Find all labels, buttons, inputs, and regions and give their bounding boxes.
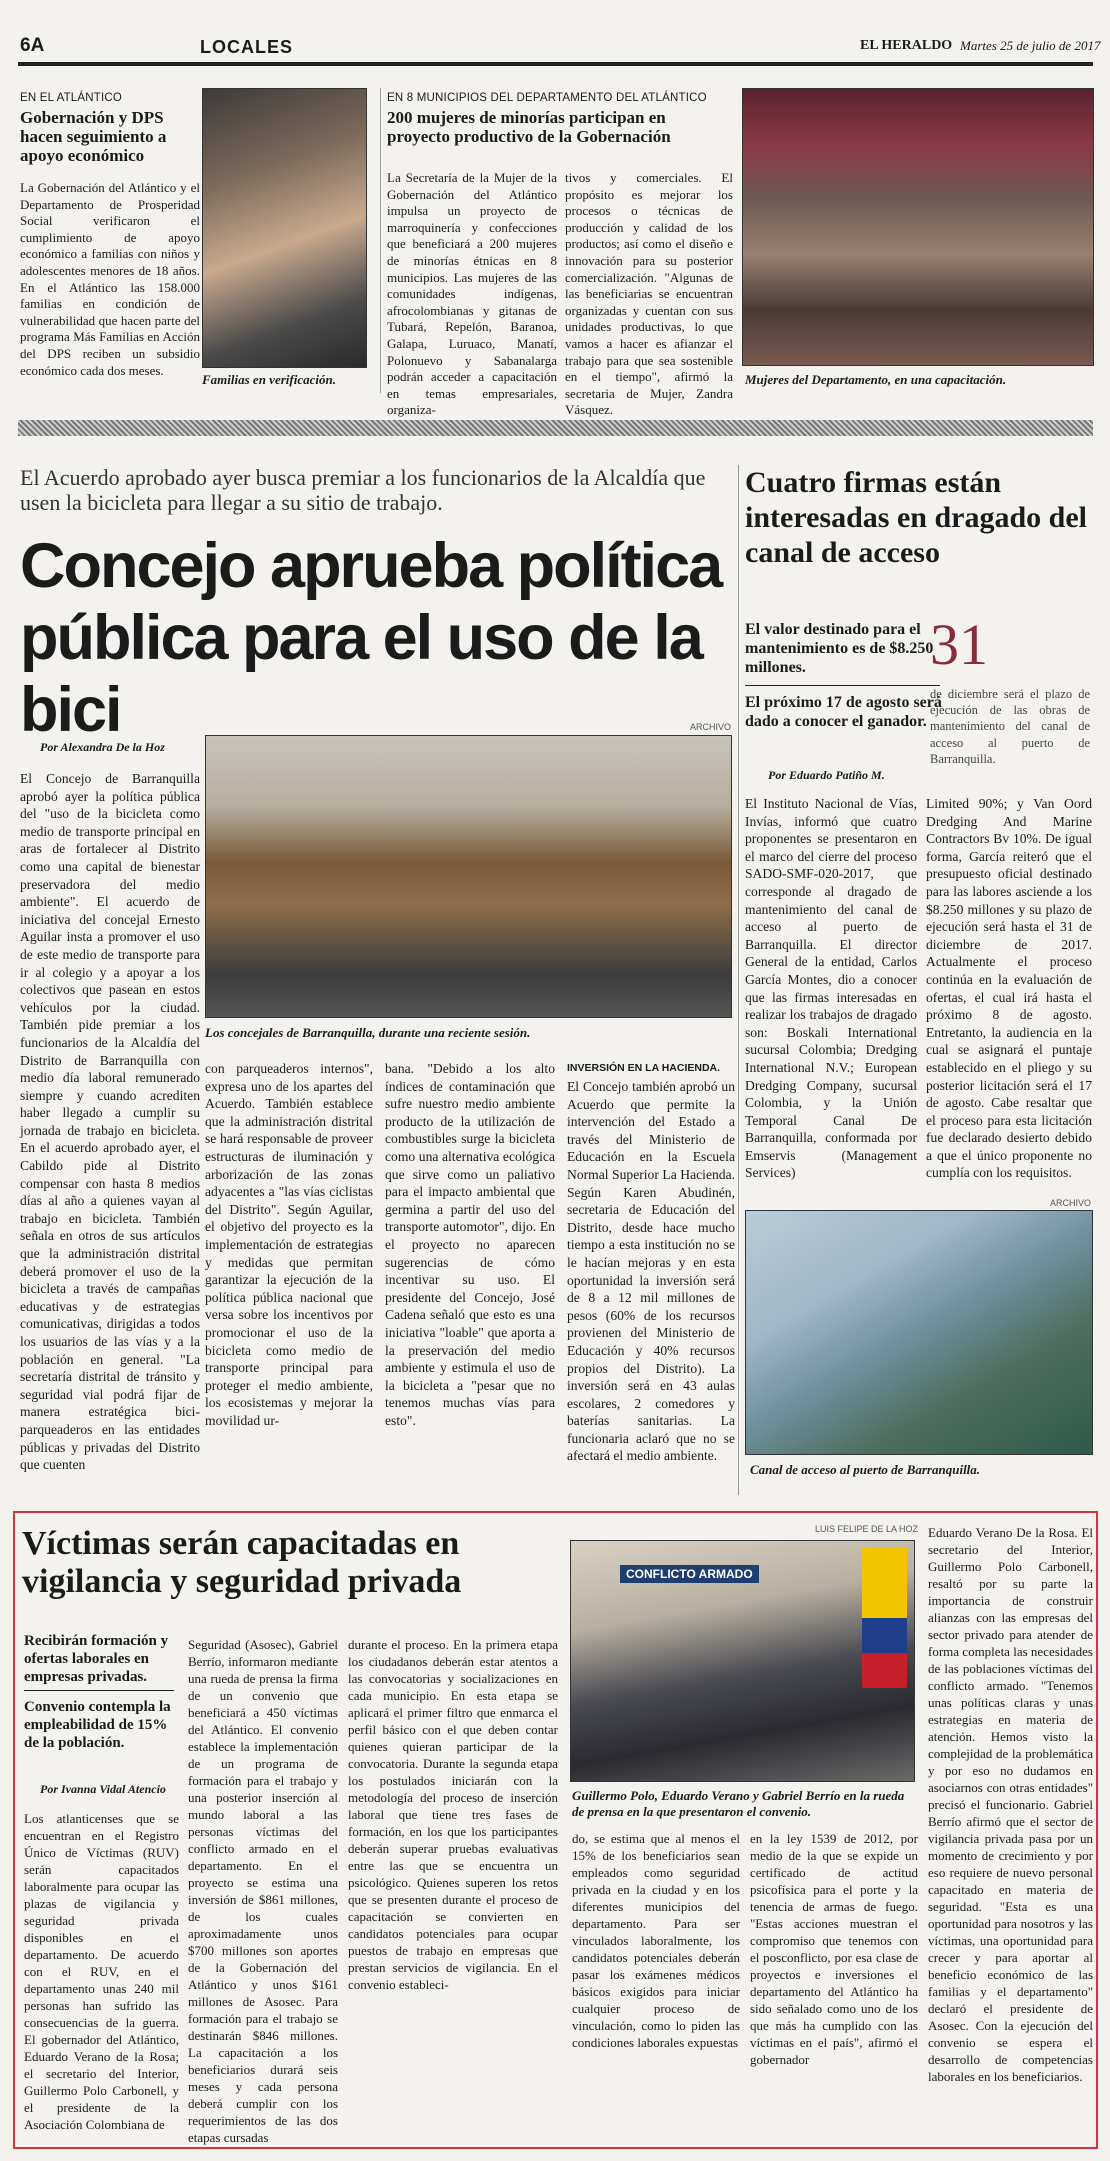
bottom-deck-2: Convenio contempla la empleabilidad de 15% de la población. <box>24 1699 171 1751</box>
brief-middle-photo <box>742 88 1094 366</box>
brief-middle-col2: tivos y comerciales. El propósito es mejorar los procesos o técnicas de producción y calidad de los productos; así como el diseño e innovación para su posterior comercialización. "Algunas de las beneficiarias se encuentran organizadas y cuentan con sus unidades productivas, lo que vamos a hacer es afianzar el trabajo para que sea sostenible en el tiempo", afirmó la secretaria de Mujer, Zandra Vásquez. <box>565 170 733 418</box>
brief-divider-1 <box>380 88 381 393</box>
main-photo-credit: ARCHIVO <box>690 722 732 732</box>
main-photo <box>205 735 732 1018</box>
side-photo <box>745 1210 1093 1455</box>
main-col4-subhead: INVERSIÓN EN LA HACIENDA. <box>567 1062 721 1074</box>
brief-middle-caption: Mujeres del Departamento, en una capacitación. <box>745 372 1007 387</box>
page-date: Martes 25 de julio de 2017 <box>960 38 1101 53</box>
page-number: 6A <box>20 35 45 56</box>
main-deck: El Acuerdo aprobado ayer busca premiar a los funcionarios de la Alcaldía que usen la bicicleta para llegar a su sitio de trabajo. <box>20 465 706 515</box>
section-label: LOCALES <box>200 37 294 57</box>
main-caption: Los concejales de Barranquilla, durante una reciente sesión. <box>205 1025 531 1040</box>
side-col2: Limited 90%; y Van Oord Dredging And Marine Contractors Bv 10%. De igual forma, García reiteró que el presupuesto oficial destinado para las labores asciende a los $8.250 millones y su plazo de ejecución será hasta el 31 de diciembre de 2017. Actualmente el proceso continúa en la evaluación de ofertas, el cual irá hasta el próximo 8 de agosto. Entretanto, la audiencia en la cual se asignará el puntaje establecido en el pliego y su posterior licitación será el 17 de agosto. Cabe resaltar que el proceso para esta licitación fue declarado desierto debido a que el único proponente no cumplía con los requisitos. <box>926 796 1092 1181</box>
colombia-flag <box>862 1548 907 1688</box>
side-byline: Por Eduardo Patiño M. <box>768 768 885 782</box>
brief-middle-headline: 200 mujeres de minorías participan en proyecto productivo de la Gobernación <box>387 108 671 146</box>
side-col1: El Instituto Nacional de Vías, Invías, informó que cuatro proponentes se presentaron en el marco del cierre del proceso SADO-SMF-020-2017, que corresponde al dragado de mantenimiento del canal de acceso al puerto de Barranquilla. El director General de la entidad, Carlos García Montes, dio a conocer que las firmas interesadas en realizar los trabajos de dragado son: Boskali International sucursal Colombia; Dredging International N.V.; European Dredging Company, sucursal Colombia, y la Unión Temporal Canal De Barranquilla, conformada por Emservis (Management Services) <box>745 796 917 1181</box>
side-deck-rule <box>745 685 940 686</box>
main-byline: Por Alexandra De la Hoz <box>40 740 165 754</box>
main-col4: El Concejo también aprobó un Acuerdo que permite la intervención del Estado a través del Ministerio de Educación en la Escuela Normal Superior La Hacienda. Según Karen Abudinén, secretaria de Educación del Distrito, desde hace mucho tiempo a esta institución no se le hacían mejoras y en esta oportunidad la inversión será de 8 a 12 mil millones de pesos (60% de los recursos provienen del Ministerio de Educación y 40% recursos propios del Distrito). La inversión será en 43 aulas escolares, 2 comedores y baterías sanitarias. La funcionaria aclaró que no se afectará el medio ambiente. <box>567 1079 735 1464</box>
bottom-photo-credit: LUIS FELIPE DE LA HOZ <box>815 1524 919 1534</box>
side-photo-credit: ARCHIVO <box>1050 1198 1092 1208</box>
brief-left-caption: Familias en verificación. <box>202 372 336 387</box>
bottom-col4: do, se estima que al menos el 15% de los beneficiarios sean empleados como seguridad privada en la ciudad y en los diferentes municipios del departamento. Para ser vinculados laboralmente, los candidatos potenciales deberán pasar los exámenes médicos básicos exigidos para iniciar cualquier proceso de vinculación, como lo piden las condiciones laborales expuestas <box>572 1831 740 2050</box>
brief-left-headline: Gobernación y DPS hacen seguimiento a apoyo económico <box>20 108 167 165</box>
main-col3: bana. "Debido a los alto índices de contaminación que sufre nuestro medio ambiente producto de la utilización de combustibles surge la bicicleta como una alternativa ecológica que sirve como un paliativo para el impacto ambiental que germina a partir del uso del transporte automotor", dijo. En el proyecto no aparecen sugerencias de cómo incentivar su uso. El presidente del Concejo, José Cadena señaló que esto es una iniciativa "loable" que aporta a la preservación del medio ambiente y estimula el uso de la bicicleta a "pesar que no tenemos muchas vías para esto". <box>385 1061 555 1428</box>
column-divider <box>738 465 739 1495</box>
bottom-headline: Víctimas serán capacitadas en vigilancia y seguridad privada <box>22 1525 462 1600</box>
paper-name: EL HERALDO <box>860 38 953 53</box>
masthead-rule <box>18 62 1093 66</box>
brief-left-photo <box>202 88 367 368</box>
main-headline: Concejo aprueba política pública para el uso de la bici <box>20 531 722 745</box>
bottom-col6: Eduardo Verano De la Rosa. El secretario del Interior, Guillermo Polo Carbonell, resaltó por su parte la importancia de construir alianzas con las empresas del sector privado para atender de forma completa las necesidades de las poblaciones víctimas del conflicto armado. "Tenemos unas políticas claras y unas estrategias en materia de atención. Hemos visto la complejidad de la problemática y por eso no dudamos en asociarnos con otras entidades" precisó el funcionario. Gabriel Berrío afirmó que el sector de vigilancia privada pasa por un momento de crecimiento y por eso requiere de nuevo personal capacitado en materia de seguridad. "Esta es una oportunidad para nosotros y las víctimas, una oportunidad para crecer y para aportar al beneficio económico de las familias y el departamento" declaró el presidente de Asosec. Con la ejecución del convenio se espera el desarrollo de competencias laborales en los beneficiarios. <box>928 1525 1093 2084</box>
side-headline: Cuatro firmas están interesadas en dragado del canal de acceso <box>745 466 1087 569</box>
side-big-number-text: de diciembre será el plazo de ejecución de las obras de mantenimiento del canal de acceso al puerto de Barranquilla. <box>930 687 1090 766</box>
brief-left-body: La Gobernación del Atlántico y el Departamento de Prosperidad Social verificaron el cumplimiento de apoyo económico a familias con niños y adolescentes menores de 18 años. En el Atlántico las 158.000 familias en condición de vulnerabilidad que hacen parte del programa Más Familias en Acción del DPS reciben un subsidio económico cada dos meses. <box>20 180 200 378</box>
main-col1: El Concejo de Barranquilla aprobó ayer la política pública del "uso de la bicicleta como medio de transporte principal en aras de fortalecer al Distrito como una capital de bienestar preservadora del medio ambiente". El acuerdo de iniciativa del concejal Ernesto Aguilar insta a promover el uso de este medio de transporte para ir al colegio y a apoyar a los colectivos que pasean en estos vehículos por la ciudad. También pide premiar a los funcionarios de la Alcaldía del Distrito de Barranquilla con medio día laboral remunerado siempre y cuando acrediten haber llegado a cumplir su jornada de trabajo en bicicleta. En el acuerdo aprobado ayer, el Cabildo pide al Distrito compensar con hasta 8 medios días al año a quienes vayan al trabajo en bicicleta. También señala en otros de sus artículos que la administración distrital deberá promover el uso de la bicicleta a través de campañas educativas y de estrategias comunicativas, dirigidas a todos los usuarios de las vías y a la población en general. "La secretaría distrital de tránsito y seguridad vial podrá fijar de manera estratégica bici-parqueaderos en las entidades públicas y privadas del Distrito que cuenten <box>20 771 200 1473</box>
bottom-byline: Por Ivanna Vidal Atencio <box>40 1782 166 1796</box>
bottom-deck-rule <box>24 1690 174 1691</box>
section-divider-band <box>18 420 1093 436</box>
bottom-photo-banner: CONFLICTO ARMADO <box>620 1565 759 1583</box>
bottom-deck-1: Recibirán formación y ofertas laborales en empresas privadas. <box>24 1633 169 1685</box>
brief-left-kicker: EN EL ATLÁNTICO <box>20 92 123 104</box>
side-caption: Canal de acceso al puerto de Barranquilla. <box>750 1462 981 1477</box>
side-deck-2: El próximo 17 de agosto será dado a conocer el ganador. <box>745 694 942 730</box>
brief-middle-col1: La Secretaría de la Mujer de la Gobernación del Atlántico impulsa un proyecto de marroquinería y confecciones que beneficiará a 200 mujeres de minorías étnicas en 8 municipios. Las mujeres de las comunidades indígenas, afrocolombianas y gitanas de Tubará, Repelón, Baranoa, Galapa, Luruaco, Manatí, Polonuevo y Sabanalarga podrán acceder a capacitación en temas empresariales, organiza- <box>387 170 557 418</box>
bottom-col3: durante el proceso. En la primera etapa los ciudadanos deberán estar atentos a las convocatorias y socializaciones en cada municipio. En esta etapa se aplicará el primer filtro que enmarca el perfil básico con el que deben contar quienes quieran participar de la convocatoria. Durante la segunda etapa los postulados iniciarán con la metodología del proceso de inserción laboral que tiene tres fases de formación, en los que los participantes deberán superar pruebas evaluativas entre las que se encuentra un psicológico. Quienes superen los retos que se presenten durante el proceso de capacitación se convierten en candidatos potenciales para ocupar puestos de trabajo en empresas que prestan servicios de vigilancia. En el convenio estableci- <box>348 1637 558 1992</box>
main-col2: con parqueaderos internos", expresa uno de los apartes del Acuerdo. También establece que la administración distrital se hará responsable de proveer estructuras de iluminación y arborización de las zonas adyacentes a "las vías ciclistas del Distrito". Según Aguilar, el objetivo del proyecto es la implementación de estrategias y medidas que permitan garantizar la ejecución de la política pública nacional que versa sobre los incentivos por promocionar el uso de la bicicleta como medio de transporte principal para proteger el medio ambiente, los ecosistemas y mejorar la movilidad ur- <box>205 1061 373 1428</box>
side-deck-1: El valor destinado para el mantenimiento es de $8.250 millones. <box>745 621 934 676</box>
brief-middle-kicker: EN 8 MUNICIPIOS DEL DEPARTAMENTO DEL ATLÁNTICO <box>387 92 707 104</box>
side-big-number: 31 <box>930 612 988 677</box>
bottom-col5: en la ley 1539 de 2012, por medio de la que se expide un certificado de actitud psicofísica para el porte y la tenencia de armas de fuego. "Estas acciones muestran el compromiso que tenemos con el posconflicto, por esa clase de proyectos e inversiones el departamento del Atlántico ha sido señalado como uno de los que más ha cumplido con las víctimas en el país", afirmó el gobernador <box>750 1831 918 2067</box>
bottom-col1: Los atlanticenses que se encuentran en el Registro Único de Víctimas (RUV) serán capacitados laboralmente para ocupar las plazas de vigilancia y seguridad privada disponibles en el departamento. De acuerdo con el RUV, en el departamento unas 240 mil personas han sufrido las consecuencias de la guerra. El gobernador del Atlántico, Eduardo Verano de la Rosa; el secretario del Interior, Guillermo Polo Carbonell, y el presidente de la Asociación Colombiana de <box>24 1811 179 2132</box>
bottom-col2: Seguridad (Asosec), Gabriel Berrío, informaron mediante una rueda de prensa la firma de un convenio que beneficiará a 450 víctimas del Atlántico. El convenio establece la implementación de un programa de formación para el trabajo y una posterior inserción al mundo laboral a las personas víctimas del conflicto armado en el departamento. En el proyecto se estima una inversión de $861 millones, de los cuales aproximadamente unos $700 millones son aportes de la Gobernación del Atlántico y unos $161 millones de Asosec. Para formación para el trabajo se destinarán $846 millones. La capacitación a los beneficiarios durará seis meses y cada persona deberá cumplir con los requerimientos de las dos etapas cursadas <box>188 1637 338 2145</box>
bottom-caption: Guillermo Polo, Eduardo Verano y Gabriel Berrío en la rueda de prensa en la que presentaron el convenio. <box>572 1788 905 1819</box>
